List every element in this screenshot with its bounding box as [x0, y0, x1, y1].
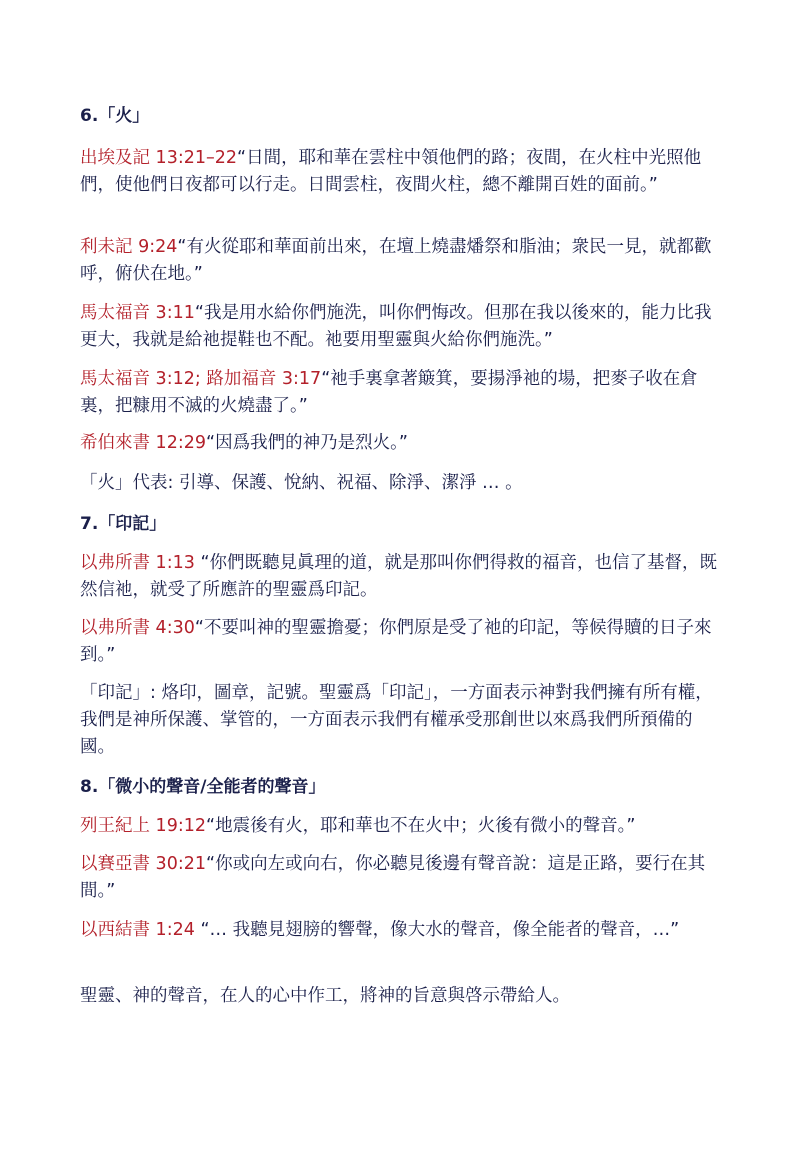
verse-text: “祂手裏拿著簸箕，要揚淨祂的場，把麥子收在倉裏，把糠用不滅的火燒盡了。”: [80, 369, 698, 416]
verse-text: “日間，耶和華在雲柱中領他們的路；夜間，在火柱中光照他們，使他們日夜都可以行走。日間雲柱，夜間火柱，總不離開百姓的面前。”: [80, 148, 702, 195]
section-heading: 8.「微小的聲音/全能者的聲音」: [80, 777, 326, 797]
verse-paragraph: [80, 615, 720, 669]
section-note: 「印記」: 烙印，圖章，記號。聖靈爲「印記」，一方面表示神對我們擁有所有權，我們是神所保護、掌管的，一方面表示我們有權承受那創世以來爲我們所預備的國。: [80, 683, 713, 757]
section-heading: 7.「印記」: [80, 514, 167, 534]
verse-paragraph: [80, 430, 720, 457]
verse-text: “有火從耶和華面前出來，在壇上燒盡燔祭和脂油；衆民一見，就都歡呼，俯伏在地。”: [80, 237, 712, 284]
section-note: 「火」代表: 引導、保護、悅納、祝福、除淨、潔淨 … 。: [80, 473, 523, 493]
verse-reference: 希伯來書 12:29: [80, 433, 206, 453]
verse-paragraph: [80, 300, 720, 354]
verse-text: “我是用水給你們施洗，叫你們悔改。但那在我以後來的，能力比我更大，我就是給祂提鞋也不配。祂要用聖靈與火給你們施洗。”: [80, 303, 712, 350]
verse-reference: 馬太福音 3:12; 路加福音 3:17: [80, 369, 322, 389]
section-note: 聖靈、神的聲音，在人的心中作工，將神的旨意與啓示帶給人。: [80, 986, 570, 1006]
verse-paragraph: [80, 550, 720, 604]
verse-paragraph: [80, 813, 720, 840]
verse-paragraph: [80, 234, 720, 288]
verse-paragraph: [80, 851, 720, 905]
verse-paragraph: [80, 917, 720, 944]
verse-reference: 以西結書 1:24: [80, 920, 195, 940]
verse-paragraph: [80, 145, 720, 199]
section-heading: 6.「火」: [80, 106, 150, 126]
verse-reference: 利未記 9:24: [80, 237, 178, 257]
verse-reference: 以弗所書 4:30: [80, 618, 195, 638]
verse-text: “你們既聽見眞理的道，就是那叫你們得救的福音，也信了基督，既然信祂，就受了所應許的聖靈爲印記。: [80, 553, 718, 600]
verse-text: “… 我聽見翅膀的響聲，像大水的聲音，像全能者的聲音，…”: [194, 920, 680, 940]
verse-paragraph: [80, 366, 720, 420]
verse-reference: 以賽亞書 30:21: [80, 854, 206, 874]
verse-reference: 列王紀上 19:12: [80, 816, 206, 836]
verse-reference: 出埃及記 13:21–22: [80, 148, 238, 168]
verse-reference: 以弗所書 1:13: [80, 553, 195, 573]
verse-text: “地震後有火，耶和華也不在火中；火後有微小的聲音。”: [206, 816, 636, 836]
verse-text: “你或向左或向右，你必聽見後邊有聲音說：這是正路，要行在其間。”: [80, 854, 706, 901]
verse-text: “因爲我們的神乃是烈火。”: [206, 433, 408, 453]
verse-reference: 馬太福音 3:11: [80, 303, 195, 323]
verse-text: “不要叫神的聖靈擔憂；你們原是受了祂的印記，等候得贖的日子來到。”: [80, 618, 712, 665]
